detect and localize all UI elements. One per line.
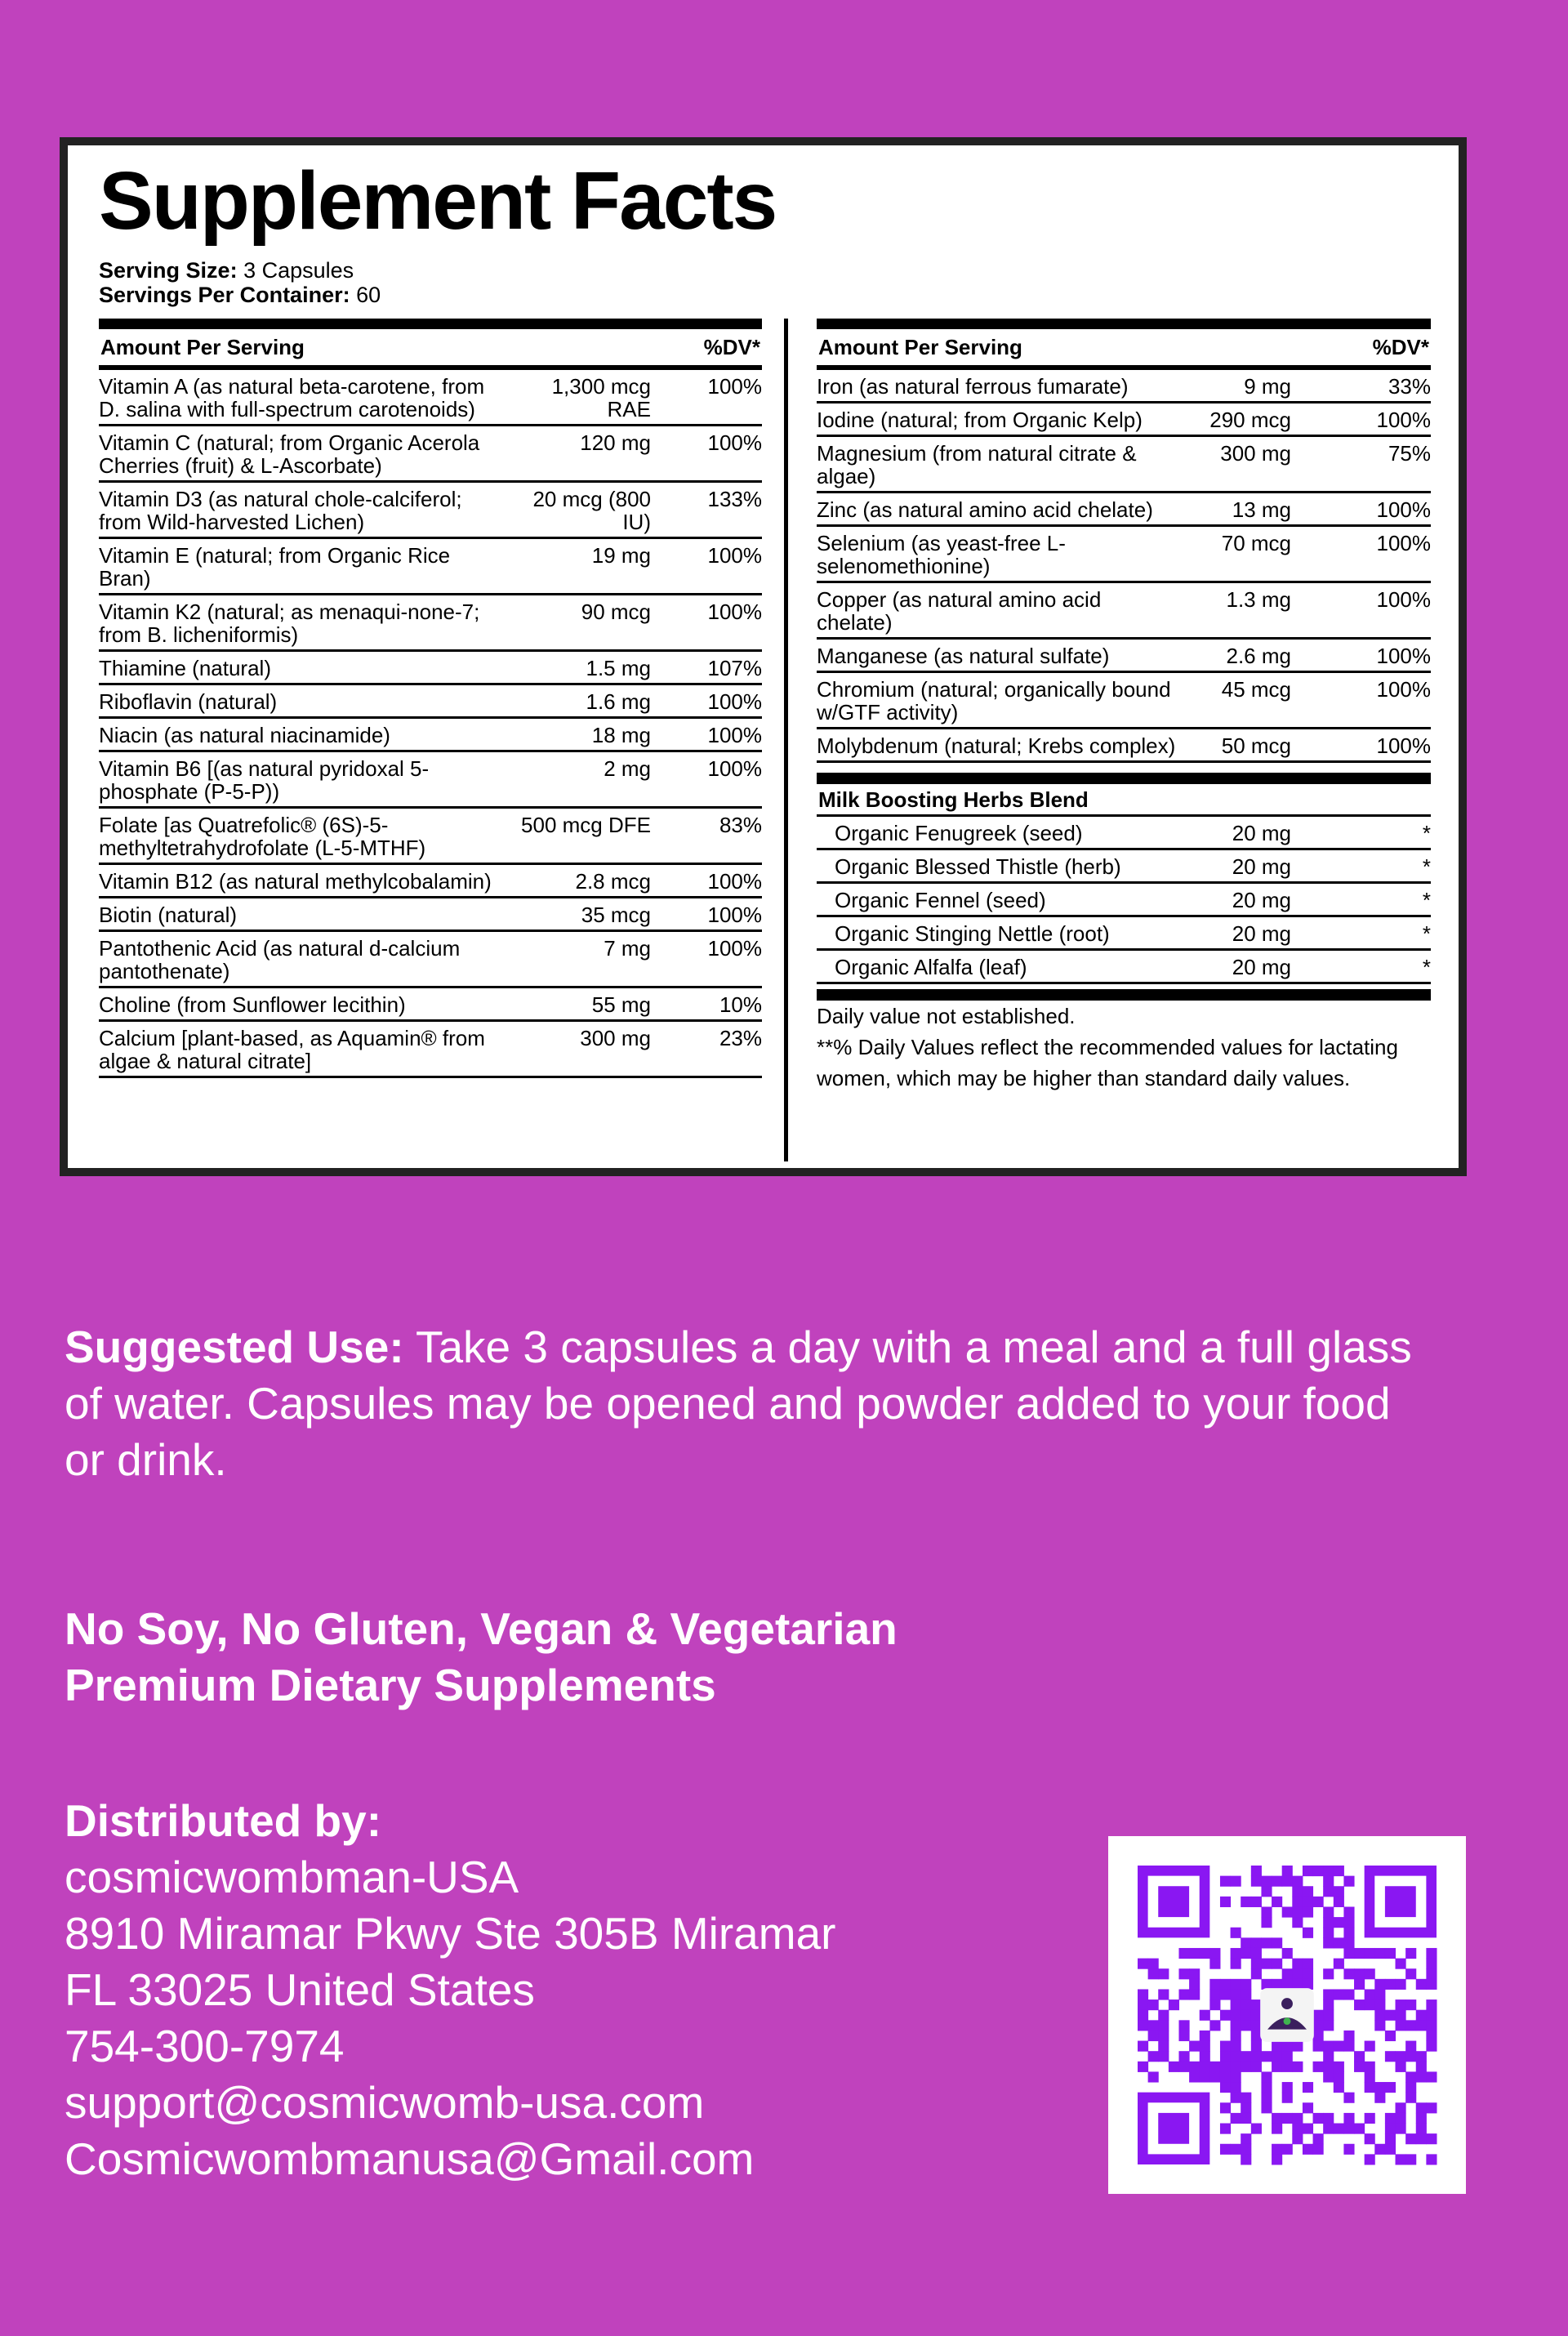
nutrient-name: Organic Fenugreek (seed) <box>835 821 1083 845</box>
nutrient-row <box>817 951 1431 984</box>
meditation-figure-icon <box>1260 1988 1314 2042</box>
blend-title: Milk Boosting Herbs Blend <box>817 773 1431 817</box>
nutrient-row <box>99 719 762 752</box>
nutrient-amount: 20 mg <box>1232 888 1291 912</box>
nutrient-amount: 1.3 mg <box>1226 587 1291 612</box>
nutrient-name: Molybdenum (natural; Krebs complex) <box>817 733 1176 758</box>
nutrient-row <box>99 809 762 865</box>
claims-line-2: Premium Dietary Supplements <box>65 1660 716 1710</box>
nutrient-amount: 20 mg <box>1232 955 1291 979</box>
nutrient-dv: 100% <box>1376 497 1431 522</box>
nutrient-dv: 100% <box>707 869 762 894</box>
nutrient-amount: 120 mg <box>580 430 651 455</box>
nutrient-name: Vitamin E (natural; from Organic Rice Bran) <box>99 543 451 591</box>
facts-header-row <box>817 329 1431 370</box>
nutrient-amount: 50 mcg <box>1221 733 1291 758</box>
nutrient-row <box>99 932 762 988</box>
nutrient-row <box>817 817 1431 850</box>
nutrient-row <box>99 595 762 652</box>
nutrient-row <box>99 988 762 1022</box>
blend-list <box>817 817 1431 984</box>
nutrient-dv: 100% <box>1376 644 1431 668</box>
nutrient-dv: 100% <box>707 903 762 927</box>
distributor-email-2[interactable]: Cosmicwombmanusa@Gmail.com <box>65 2133 755 2184</box>
nutrient-dv: 100% <box>1376 587 1431 612</box>
nutrient-dv: * <box>1422 888 1431 912</box>
distributor-email-1[interactable]: support@cosmicwomb-usa.com <box>65 2077 705 2128</box>
nutrient-dv: 133% <box>707 487 762 511</box>
nutrient-amount: 35 mcg <box>581 903 651 927</box>
nutrient-dv: 33% <box>1388 374 1431 399</box>
nutrient-amount: 20 mg <box>1232 821 1291 845</box>
nutrient-name: Vitamin A (as natural beta-carotene, from D. salina with full-spectrum carotenoids) <box>99 374 485 421</box>
nutrient-dv: 100% <box>707 936 762 961</box>
nutrient-row <box>817 437 1431 493</box>
nutrient-name: Manganese (as natural sulfate) <box>817 644 1110 668</box>
amount-per-serving-header: Amount Per Serving <box>818 334 1022 359</box>
nutrient-name: Folate [as Quatrefolic® (6S)-5-methyltetrahydrofolate (L-5-MTHF) <box>99 813 426 860</box>
facts-header-row <box>99 329 762 370</box>
distributor-address-2: FL 33025 United States <box>65 1964 535 2015</box>
serving-size-value: 3 Capsules <box>243 258 354 283</box>
nutrient-dv: 107% <box>707 656 762 680</box>
nutrient-dv: 100% <box>707 756 762 781</box>
nutrient-amount: 300 mg <box>1220 441 1291 466</box>
product-claims <box>65 1601 898 1714</box>
suggested-use-text: Take 3 capsules a day with a meal and a full glass of water. Capsules may be opened and powder added to your food or drink. <box>65 1322 1412 1485</box>
nutrient-amount: 19 mg <box>591 543 651 568</box>
facts-right-column <box>817 319 1431 1094</box>
nutrient-amount: 2 mg <box>604 756 651 781</box>
nutrient-name: Vitamin D3 (as natural chole-calciferol; from Wild-harvested Lichen) <box>99 487 462 534</box>
distributor-phone[interactable]: 754-300-7974 <box>65 2021 345 2071</box>
nutrient-dv: 100% <box>1376 733 1431 758</box>
nutrient-row <box>817 917 1431 951</box>
header-bar <box>817 319 1431 329</box>
nutrient-row <box>817 493 1431 527</box>
serving-info <box>99 258 381 307</box>
nutrient-name: Selenium (as yeast-free L-selenomethionine) <box>817 531 1066 578</box>
nutrient-row <box>99 370 762 426</box>
nutrient-name: Iron (as natural ferrous fumarate) <box>817 374 1129 399</box>
nutrient-dv: 100% <box>707 374 762 399</box>
claims-line-1: No Soy, No Gluten, Vegan & Vegetarian <box>65 1603 898 1654</box>
nutrient-amount: 20 mg <box>1232 854 1291 879</box>
qr-code-graphic <box>1108 1836 1466 2194</box>
nutrient-row <box>99 865 762 898</box>
nutrient-amount: 9 mg <box>1244 374 1291 399</box>
footnote-daily-values: **% Daily Values reflect the recommended values for lactating women, which may be higher than standard daily values. <box>817 1035 1398 1090</box>
nutrient-amount: 20 mcg (800 IU) <box>532 487 651 534</box>
facts-left-column <box>99 319 762 1078</box>
nutrient-row <box>817 850 1431 884</box>
nutrient-amount: 20 mg <box>1232 921 1291 946</box>
nutrient-dv: 23% <box>719 1026 762 1050</box>
supplement-facts-panel <box>60 137 1467 1176</box>
nutrient-amount: 2.6 mg <box>1226 644 1291 668</box>
facts-title: Supplement Facts <box>99 155 777 247</box>
nutrient-amount: 7 mg <box>604 936 651 961</box>
distributor-info <box>65 1793 835 2187</box>
nutrient-row <box>99 1022 762 1078</box>
nutrient-dv: 100% <box>707 689 762 714</box>
nutrient-name: Organic Fennel (seed) <box>835 888 1046 912</box>
distributor-address-1: 8910 Miramar Pkwy Ste 305B Miramar <box>65 1908 836 1959</box>
nutrient-name: Organic Blessed Thistle (herb) <box>835 854 1121 879</box>
nutrient-dv: 83% <box>719 813 762 837</box>
nutrient-row <box>99 898 762 932</box>
left-nutrient-list <box>99 370 762 1078</box>
nutrient-dv: 100% <box>1376 677 1431 702</box>
nutrient-row <box>99 752 762 809</box>
nutrient-name: Riboflavin (natural) <box>99 689 278 714</box>
nutrient-name: Chromium (natural; organically bound w/GTF activity) <box>817 677 1171 724</box>
nutrient-name: Vitamin B12 (as natural methylcobalamin) <box>99 869 492 894</box>
nutrient-row <box>817 640 1431 673</box>
nutrient-dv: 100% <box>707 600 762 624</box>
nutrient-dv: * <box>1422 821 1431 845</box>
nutrient-amount: 290 mcg <box>1209 408 1291 432</box>
footnote-not-established: Daily value not established. <box>817 1004 1076 1028</box>
blend-end-bar <box>817 989 1431 1001</box>
nutrient-name: Niacin (as natural niacinamide) <box>99 723 390 747</box>
nutrient-name: Biotin (natural) <box>99 903 238 927</box>
serving-size-label: Serving Size: <box>99 258 238 283</box>
nutrient-name: Choline (from Sunflower lecithin) <box>99 992 406 1017</box>
dv-header: %DV* <box>703 334 760 359</box>
nutrient-name: Vitamin C (natural; from Organic Acerola Cherries (fruit) & L-Ascorbate) <box>99 430 480 478</box>
suggested-use-label: Suggested Use: <box>65 1322 404 1372</box>
nutrient-name: Vitamin B6 [(as natural pyridoxal 5-phosphate (P-5-P)) <box>99 756 430 804</box>
column-divider <box>784 319 788 1161</box>
servings-per-container-value: 60 <box>356 283 381 307</box>
nutrient-amount: 500 mcg DFE <box>521 813 651 837</box>
nutrient-amount: 90 mcg <box>581 600 651 624</box>
nutrient-name: Iodine (natural; from Organic Kelp) <box>817 408 1143 432</box>
nutrient-name: Pantothenic Acid (as natural d-calcium pantothenate) <box>99 936 461 983</box>
nutrient-row <box>99 426 762 483</box>
nutrient-amount: 70 mcg <box>1221 531 1291 555</box>
nutrient-row <box>817 884 1431 917</box>
nutrient-amount: 55 mg <box>591 992 651 1017</box>
nutrient-row <box>99 483 762 539</box>
nutrient-dv: 100% <box>1376 531 1431 555</box>
nutrient-dv: * <box>1422 921 1431 946</box>
nutrient-name: Thiamine (natural) <box>99 656 271 680</box>
nutrient-row <box>817 370 1431 403</box>
nutrient-dv: * <box>1422 955 1431 979</box>
nutrient-dv: 10% <box>719 992 762 1017</box>
nutrient-amount: 1,300 mcg RAE <box>551 374 651 421</box>
nutrient-row <box>817 527 1431 583</box>
nutrient-row <box>99 539 762 595</box>
nutrient-name: Vitamin K2 (natural; as menaqui-none-7; from B. licheniformis) <box>99 600 480 647</box>
nutrient-row <box>817 403 1431 437</box>
nutrient-name: Organic Stinging Nettle (root) <box>835 921 1110 946</box>
amount-per-serving-header: Amount Per Serving <box>100 334 305 359</box>
nutrient-amount: 1.5 mg <box>586 656 651 680</box>
nutrient-amount: 18 mg <box>591 723 651 747</box>
right-nutrient-list <box>817 370 1431 763</box>
nutrient-dv: 100% <box>707 723 762 747</box>
nutrient-row <box>99 685 762 719</box>
nutrient-amount: 13 mg <box>1232 497 1291 522</box>
suggested-use <box>65 1319 1412 1488</box>
nutrient-name: Calcium [plant-based, as Aquamin® from algae & natural citrate] <box>99 1026 485 1073</box>
distributor-label: Distributed by: <box>65 1795 382 1846</box>
nutrient-dv: 100% <box>1376 408 1431 432</box>
nutrient-row <box>817 729 1431 763</box>
nutrient-name: Magnesium (from natural citrate & algae) <box>817 441 1137 488</box>
servings-per-container-label: Servings Per Container: <box>99 283 350 307</box>
nutrient-name: Zinc (as natural amino acid chelate) <box>817 497 1153 522</box>
nutrient-dv: 75% <box>1388 441 1431 466</box>
nutrient-amount: 300 mg <box>580 1026 651 1050</box>
nutrient-name: Organic Alfalfa (leaf) <box>835 955 1027 979</box>
header-bar <box>99 319 762 329</box>
distributor-name: cosmicwombman-USA <box>65 1852 519 1902</box>
nutrient-row <box>817 673 1431 729</box>
dv-header: %DV* <box>1372 334 1429 359</box>
nutrient-dv: * <box>1422 854 1431 879</box>
nutrient-row <box>817 583 1431 640</box>
nutrient-amount: 45 mcg <box>1221 677 1291 702</box>
nutrient-dv: 100% <box>707 543 762 568</box>
nutrient-row <box>99 652 762 685</box>
footnotes <box>817 1001 1431 1094</box>
nutrient-amount: 2.8 mcg <box>575 869 651 894</box>
qr-code-icon[interactable] <box>1108 1836 1466 2194</box>
nutrient-name: Copper (as natural amino acid chelate) <box>817 587 1102 635</box>
nutrient-dv: 100% <box>707 430 762 455</box>
nutrient-amount: 1.6 mg <box>586 689 651 714</box>
